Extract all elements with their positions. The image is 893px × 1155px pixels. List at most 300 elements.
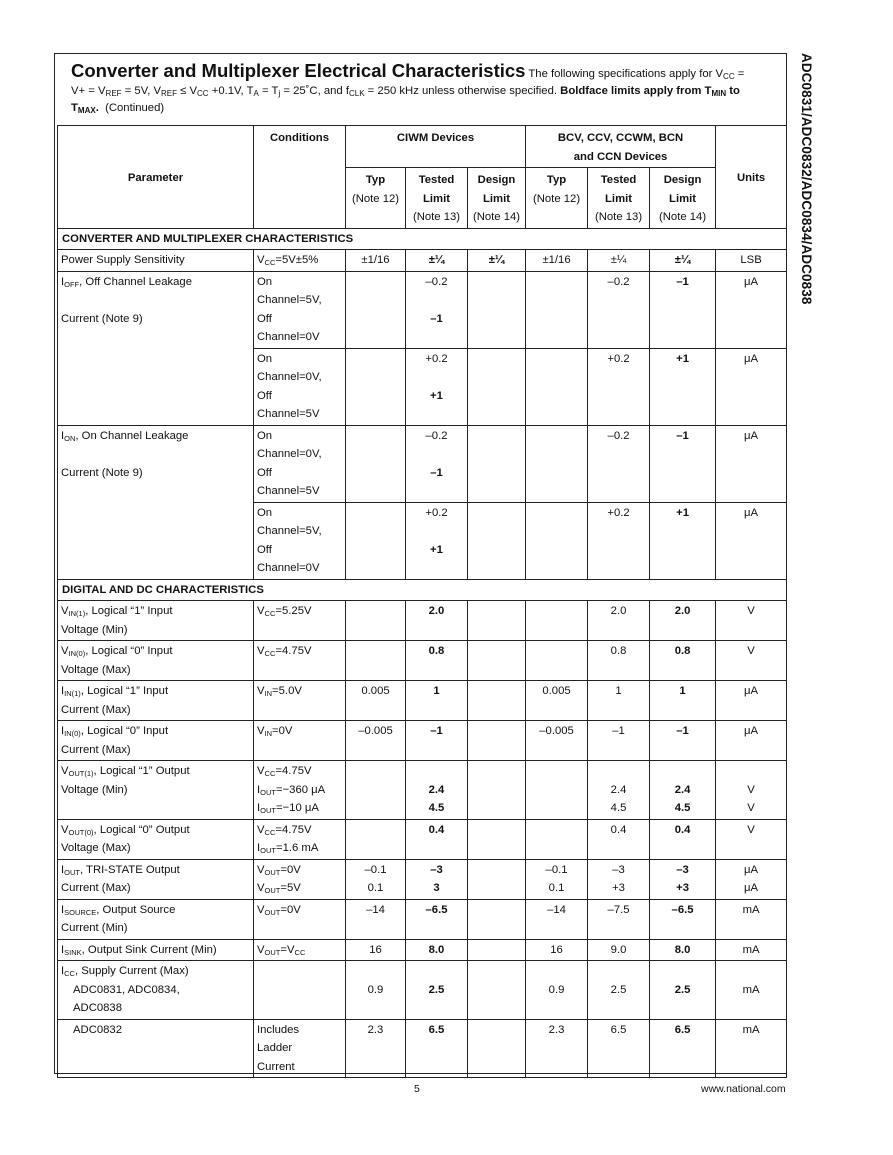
text: =1.6 mA bbox=[275, 842, 319, 854]
text: I bbox=[61, 965, 65, 977]
param-cell bbox=[58, 681, 254, 721]
value-cell: 2.3 bbox=[346, 1019, 406, 1078]
sub-label: CC bbox=[264, 649, 276, 658]
value-cell bbox=[406, 859, 468, 899]
section-converter: CONVERTER AND MULTIPLEXER CHARACTERISTICS bbox=[58, 228, 787, 250]
value-cell bbox=[468, 939, 526, 961]
text: On bbox=[257, 352, 273, 365]
value-cell: ±1/16 bbox=[346, 250, 406, 272]
sub-label: OUT bbox=[264, 867, 281, 877]
heading-text: = 25˚C, and f bbox=[280, 85, 349, 97]
header-tested bbox=[406, 168, 468, 229]
value-cell bbox=[406, 761, 468, 820]
sub-label: CLK bbox=[348, 89, 365, 98]
value-cell: –14 bbox=[526, 899, 588, 939]
value-cell: 1 bbox=[588, 681, 650, 721]
header-text: Limit bbox=[669, 192, 697, 205]
value-cell bbox=[468, 681, 526, 721]
value-cell: –0.005 bbox=[526, 721, 588, 761]
header-note: (Note 12) bbox=[351, 192, 400, 205]
cond-cell bbox=[254, 681, 346, 721]
text: Channel=0V bbox=[257, 331, 320, 343]
text: V bbox=[257, 725, 265, 737]
text: , Logical “1” Input bbox=[80, 685, 169, 697]
text: , Logical “1” Input bbox=[85, 605, 173, 617]
value-cell: –1 bbox=[588, 721, 650, 761]
units-cell: μA bbox=[716, 348, 787, 425]
value-cell: 0.8 bbox=[588, 641, 650, 681]
units-cell: μA bbox=[716, 425, 787, 502]
heading-text: = 250 kHz unless otherwise specified. bbox=[364, 85, 561, 97]
text: 0.9 bbox=[548, 983, 565, 996]
value-cell: ±¼ bbox=[468, 250, 526, 272]
sub-label: j bbox=[278, 89, 281, 98]
param-cell bbox=[58, 601, 254, 641]
header-text: Limit bbox=[605, 192, 633, 205]
header-note: (Note 14) bbox=[472, 211, 521, 223]
value-cell bbox=[468, 1019, 526, 1078]
value-cell: 0.4 bbox=[588, 819, 650, 859]
text: Voltage (Min) bbox=[61, 783, 128, 796]
text: –0.1 bbox=[364, 863, 387, 876]
text: –3 bbox=[612, 863, 625, 876]
header-bcv-group bbox=[526, 126, 716, 168]
text: +3 bbox=[676, 882, 689, 894]
text: =0V bbox=[272, 725, 293, 737]
text: V bbox=[61, 605, 69, 617]
value-cell bbox=[526, 601, 588, 641]
units-cell: μA bbox=[716, 502, 787, 579]
cond-cell bbox=[254, 271, 346, 348]
text: 2.5 bbox=[610, 983, 627, 996]
value-cell: 0.4 bbox=[650, 819, 716, 859]
value-cell bbox=[468, 348, 526, 425]
text: –3 bbox=[430, 863, 443, 876]
text: V bbox=[257, 765, 265, 777]
heading-text: . bbox=[95, 102, 99, 114]
text: I bbox=[61, 943, 65, 956]
text: V bbox=[257, 685, 265, 697]
text: 0.1 bbox=[548, 882, 565, 894]
value-cell bbox=[406, 271, 468, 348]
text: V bbox=[747, 783, 755, 796]
cond-cell bbox=[254, 250, 346, 272]
table-row bbox=[58, 721, 787, 761]
text: , Output Sink Current (Min) bbox=[81, 943, 217, 956]
value-cell: 1 bbox=[406, 681, 468, 721]
sub-label: OUT bbox=[264, 886, 281, 895]
value-cell bbox=[650, 859, 716, 899]
value-cell: –1 bbox=[650, 425, 716, 502]
value-cell bbox=[526, 502, 588, 579]
text: Channel=5V, bbox=[257, 294, 322, 306]
section-digital: DIGITAL AND DC CHARACTERISTICS bbox=[58, 579, 787, 601]
units-cell: mA bbox=[716, 1019, 787, 1078]
text: =5.25V bbox=[275, 605, 312, 617]
text: , Logical “0” Input bbox=[85, 645, 173, 657]
sub-label: OUT bbox=[64, 867, 80, 877]
value-cell bbox=[346, 761, 406, 820]
value-cell: –1 bbox=[650, 721, 716, 761]
text: V bbox=[257, 645, 265, 657]
table-row bbox=[58, 761, 787, 820]
value-cell: 6.5 bbox=[588, 1019, 650, 1078]
value-cell: 0.4 bbox=[406, 819, 468, 859]
value-cell bbox=[468, 859, 526, 899]
value-cell: 6.5 bbox=[650, 1019, 716, 1078]
text: Current bbox=[257, 1060, 295, 1073]
text: , TRI-STATE Output bbox=[79, 863, 180, 876]
text: Current (Note 9) bbox=[61, 466, 143, 479]
value-cell bbox=[526, 961, 588, 1020]
units-cell: V bbox=[716, 641, 787, 681]
value-cell bbox=[346, 425, 406, 502]
text: Channel=5V bbox=[257, 408, 320, 420]
value-cell bbox=[588, 859, 650, 899]
units-cell bbox=[716, 961, 787, 1020]
text: =5.0V bbox=[272, 685, 302, 697]
value-cell bbox=[346, 819, 406, 859]
section-row bbox=[58, 228, 787, 250]
cond-cell bbox=[254, 601, 346, 641]
header-units: Units bbox=[716, 126, 787, 229]
value-cell bbox=[346, 641, 406, 681]
text: –0.2 bbox=[425, 429, 448, 442]
text: , On Channel Leakage bbox=[75, 429, 189, 442]
text: mA bbox=[742, 983, 760, 996]
value-cell: –7.5 bbox=[588, 899, 650, 939]
sub-label: OUT bbox=[260, 846, 276, 855]
param-cell bbox=[58, 271, 254, 425]
table-row bbox=[58, 859, 787, 899]
heading-intro: The following specifications apply for V bbox=[528, 68, 724, 80]
value-cell bbox=[468, 425, 526, 502]
value-cell: –1 bbox=[650, 271, 716, 348]
heading-text: = 5V, V bbox=[121, 85, 162, 97]
header-text: Typ bbox=[546, 174, 567, 186]
value-cell: +1 bbox=[650, 348, 716, 425]
value-cell: +0.2 bbox=[588, 502, 650, 579]
text: Voltage (Max) bbox=[61, 663, 131, 676]
cond-cell bbox=[254, 819, 346, 859]
text: +1 bbox=[430, 389, 443, 402]
cond-cell bbox=[254, 502, 346, 579]
value-cell: ±¼ bbox=[588, 250, 650, 272]
text: =4.75V bbox=[275, 823, 312, 836]
text: =5V bbox=[280, 882, 301, 894]
value-cell: 0.005 bbox=[526, 681, 588, 721]
text: , Supply Current (Max) bbox=[74, 965, 189, 977]
value-cell bbox=[346, 961, 406, 1020]
units-cell: LSB bbox=[716, 250, 787, 272]
param-cell bbox=[58, 641, 254, 681]
sub-label: CC bbox=[64, 969, 75, 978]
sub-label: IN(1) bbox=[68, 609, 86, 618]
text: Current (Max) bbox=[61, 882, 131, 894]
value-cell: 16 bbox=[526, 939, 588, 961]
units-cell: mA bbox=[716, 899, 787, 939]
text: 3 bbox=[433, 882, 440, 894]
text: 2.5 bbox=[428, 983, 445, 996]
value-cell bbox=[650, 761, 716, 820]
value-cell: –1 bbox=[406, 721, 468, 761]
header-tested bbox=[588, 168, 650, 229]
cond-cell bbox=[254, 761, 346, 820]
text: I bbox=[257, 842, 261, 854]
value-cell bbox=[526, 271, 588, 348]
sub-label: IN(1) bbox=[64, 689, 81, 698]
value-cell bbox=[346, 348, 406, 425]
sub-label: SOURCE bbox=[64, 907, 97, 917]
text: 2.4 bbox=[610, 783, 627, 796]
cond-cell bbox=[254, 961, 346, 1020]
cond-cell bbox=[254, 1019, 346, 1078]
value-cell: –0.005 bbox=[346, 721, 406, 761]
sub-label: MIN bbox=[711, 89, 727, 98]
text: Current (Max) bbox=[61, 743, 131, 756]
header-design bbox=[650, 168, 716, 229]
value-cell: 6.5 bbox=[406, 1019, 468, 1078]
text: V bbox=[257, 943, 265, 956]
param-cell bbox=[58, 425, 254, 579]
text: 2.4 bbox=[428, 783, 445, 796]
sub-label: CC bbox=[264, 827, 276, 837]
text: Voltage (Max) bbox=[61, 842, 131, 854]
text: Off bbox=[257, 466, 272, 479]
header-design bbox=[468, 168, 526, 229]
units-cell bbox=[716, 761, 787, 820]
value-cell bbox=[468, 819, 526, 859]
side-title: ADC0831/ADC0832/ADC0834/ADC0838 bbox=[799, 53, 814, 305]
value-cell bbox=[468, 761, 526, 820]
header-text: Design bbox=[477, 174, 516, 186]
text: =0V bbox=[280, 903, 301, 916]
value-cell bbox=[468, 721, 526, 761]
sub-label: IN bbox=[264, 729, 273, 738]
table-row bbox=[58, 1019, 787, 1078]
text: Channel=5V, bbox=[257, 525, 322, 537]
section-row bbox=[58, 579, 787, 601]
sub-label: ON bbox=[64, 433, 76, 443]
value-cell bbox=[588, 761, 650, 820]
header-text: BCV, CCV, CCWM, BCN bbox=[557, 132, 684, 144]
text: , Logical “1” Output bbox=[93, 765, 190, 777]
value-cell bbox=[650, 961, 716, 1020]
value-cell: 0.8 bbox=[650, 641, 716, 681]
text: =4.75V bbox=[275, 645, 312, 657]
param-cell bbox=[58, 939, 254, 961]
section-heading bbox=[71, 62, 761, 117]
text: I bbox=[257, 783, 261, 796]
text: Channel=0V, bbox=[257, 371, 322, 383]
text: V bbox=[257, 863, 265, 876]
header-text: Limit bbox=[423, 192, 450, 205]
sub-label: REF bbox=[161, 89, 178, 98]
value-cell bbox=[406, 502, 468, 579]
text: Off bbox=[257, 389, 272, 402]
text: , Logical “0” Input bbox=[80, 725, 169, 737]
table-row bbox=[58, 939, 787, 961]
text: I bbox=[257, 802, 261, 814]
header-text: Typ bbox=[365, 174, 386, 186]
text: Current (Note 9) bbox=[61, 312, 143, 325]
text: Current (Max) bbox=[61, 703, 131, 716]
value-cell bbox=[406, 425, 468, 502]
sub-label: OUT bbox=[264, 947, 281, 957]
text: Current (Min) bbox=[61, 922, 128, 934]
text: V bbox=[257, 882, 265, 894]
heading-title: Converter and Multiplexer Electrical Characteristics bbox=[71, 60, 526, 81]
text: ADC0838 bbox=[73, 1002, 122, 1014]
cond-cell bbox=[254, 721, 346, 761]
value-cell: 0.8 bbox=[406, 641, 468, 681]
text: 4.5 bbox=[428, 802, 445, 814]
header-typ bbox=[526, 168, 588, 229]
sub-label: CC bbox=[264, 609, 276, 618]
value-cell bbox=[346, 502, 406, 579]
text: +1 bbox=[430, 543, 443, 556]
value-cell bbox=[526, 859, 588, 899]
sub-label: MAX bbox=[77, 106, 96, 115]
text: V bbox=[257, 254, 265, 266]
value-cell: –6.5 bbox=[650, 899, 716, 939]
value-cell: 1 bbox=[650, 681, 716, 721]
units-cell: mA bbox=[716, 939, 787, 961]
value-cell: 2.3 bbox=[526, 1019, 588, 1078]
header-note: (Note 13) bbox=[412, 211, 461, 223]
text: 0.9 bbox=[367, 983, 384, 996]
header-text: and CCN Devices bbox=[573, 150, 668, 163]
heading-text: to T bbox=[71, 85, 740, 114]
value-cell: 2.0 bbox=[650, 601, 716, 641]
units-cell: μA bbox=[716, 271, 787, 348]
text: =−360 μA bbox=[275, 783, 326, 796]
table-row bbox=[58, 250, 787, 272]
param-cell bbox=[58, 1019, 254, 1078]
header-note: (Note 13) bbox=[594, 211, 643, 223]
footer-url: www.national.com bbox=[701, 1083, 786, 1095]
text: +0.2 bbox=[425, 352, 448, 365]
header-text: Tested bbox=[600, 174, 637, 186]
table-row bbox=[58, 899, 787, 939]
value-cell bbox=[468, 271, 526, 348]
units-cell bbox=[716, 859, 787, 899]
value-cell bbox=[468, 961, 526, 1020]
header-parameter: Parameter bbox=[58, 126, 254, 229]
units-cell: μA bbox=[716, 681, 787, 721]
text: –1 bbox=[430, 466, 443, 479]
value-cell bbox=[346, 271, 406, 348]
header-ciwm: CIWM Devices bbox=[346, 126, 526, 168]
sub-label: IN(0) bbox=[68, 649, 86, 658]
param-cell: Power Supply Sensitivity bbox=[58, 250, 254, 272]
table-row bbox=[58, 425, 787, 502]
spec-table bbox=[57, 125, 787, 1078]
text: μA bbox=[744, 863, 759, 876]
header-typ bbox=[346, 168, 406, 229]
text: Includes bbox=[257, 1023, 300, 1036]
text: –0.2 bbox=[425, 275, 448, 288]
value-cell bbox=[588, 961, 650, 1020]
text: 0.1 bbox=[367, 882, 384, 894]
text: Off bbox=[257, 543, 272, 556]
param-cell bbox=[58, 761, 254, 820]
text: On bbox=[257, 275, 273, 288]
value-cell: ±1/16 bbox=[526, 250, 588, 272]
table-row bbox=[58, 601, 787, 641]
sub-label: CC bbox=[264, 258, 276, 267]
text: V bbox=[61, 645, 69, 657]
sub-label: SINK bbox=[64, 947, 82, 957]
table-row bbox=[58, 681, 787, 721]
text: ADC0832 bbox=[73, 1023, 122, 1036]
value-cell: +0.2 bbox=[588, 348, 650, 425]
sub-label: OFF bbox=[64, 279, 80, 289]
text: 4.5 bbox=[674, 802, 691, 814]
value-cell bbox=[526, 761, 588, 820]
text: On bbox=[257, 429, 273, 442]
text: Channel=0V bbox=[257, 562, 320, 574]
text: Voltage (Min) bbox=[61, 623, 128, 636]
sub-label: OUT(1) bbox=[68, 769, 94, 778]
heading-text: = V+ = V bbox=[71, 68, 745, 97]
text: Channel=0V, bbox=[257, 448, 322, 460]
table-row bbox=[58, 271, 787, 348]
units-cell: μA bbox=[716, 721, 787, 761]
text: V bbox=[257, 823, 265, 836]
value-cell bbox=[526, 641, 588, 681]
value-cell bbox=[526, 425, 588, 502]
heading-text: ≤ V bbox=[177, 85, 198, 97]
heading-text: Boldface limits apply from T bbox=[560, 85, 712, 97]
sub-label: CC bbox=[723, 72, 735, 81]
text: I bbox=[61, 685, 65, 697]
sub-label: REF bbox=[105, 89, 122, 98]
text: –3 bbox=[676, 863, 689, 876]
text: ADC0831, ADC0834, bbox=[73, 983, 180, 996]
header-text: Design bbox=[663, 174, 702, 186]
cond-cell bbox=[254, 425, 346, 502]
param-cell bbox=[58, 859, 254, 899]
text: , Output Source bbox=[96, 903, 176, 916]
param-cell bbox=[58, 721, 254, 761]
text: μA bbox=[744, 882, 759, 894]
header-note: (Note 12) bbox=[532, 192, 581, 205]
text: Off bbox=[257, 312, 272, 325]
param-cell bbox=[58, 961, 254, 1020]
heading-text: +0.1V, T bbox=[208, 85, 254, 97]
value-cell: 8.0 bbox=[650, 939, 716, 961]
sub-label: OUT bbox=[260, 787, 276, 797]
value-cell bbox=[468, 502, 526, 579]
value-cell: +1 bbox=[650, 502, 716, 579]
header-text: Tested bbox=[418, 174, 455, 186]
value-cell: 16 bbox=[346, 939, 406, 961]
text: I bbox=[61, 725, 65, 737]
table-row bbox=[58, 961, 787, 1020]
sub-label: OUT bbox=[264, 907, 281, 917]
sub-label: A bbox=[253, 89, 259, 98]
value-cell: –0.2 bbox=[588, 425, 650, 502]
units-cell: V bbox=[716, 819, 787, 859]
text: I bbox=[61, 903, 65, 916]
cond-cell bbox=[254, 641, 346, 681]
text: I bbox=[61, 863, 65, 876]
text: +3 bbox=[612, 882, 625, 894]
value-cell: 2.0 bbox=[588, 601, 650, 641]
value-cell bbox=[346, 601, 406, 641]
units-cell: V bbox=[716, 601, 787, 641]
